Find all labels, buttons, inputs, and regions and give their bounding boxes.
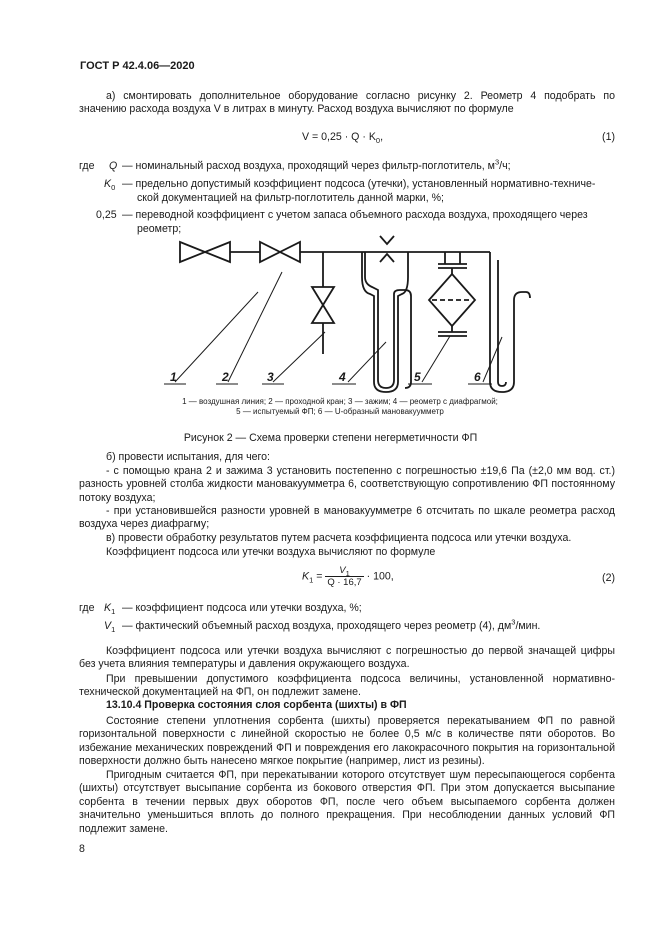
- figure-label-1: 1: [170, 370, 177, 384]
- leader-1: [175, 292, 258, 382]
- symbol-v1: $V_1$: [104, 620, 116, 635]
- rheometer-4-outer: [362, 252, 408, 392]
- leader-3: [273, 332, 325, 382]
- figure-label-5: 5: [414, 370, 421, 384]
- manometer-6-u: [490, 292, 530, 392]
- figure-label-4: 4: [339, 370, 346, 384]
- page-number: 8: [79, 843, 85, 855]
- figure-legend-line2: 5 — испытуемый ФП; 6 — U-образный мановакуумметр: [236, 407, 444, 416]
- rheometer-4-tube: [365, 252, 411, 388]
- definition-v1: — фактический объемный расход воздуха, проходящего через реометр (4), $дм^3$/мин.: [122, 617, 541, 632]
- paragraph-c: в) провести обработку результатов путем расчета коэффициента подсоса или утечки воздуха.: [106, 532, 572, 544]
- manometer-6-inner: [498, 260, 506, 386]
- where-label: где: [79, 160, 95, 172]
- leader-6: [483, 337, 502, 382]
- figure-2-diagram: [150, 232, 540, 397]
- figure-label-3: 3: [267, 370, 274, 384]
- document-header: ГОСТ Р 42.4.06—2020: [80, 60, 195, 72]
- formula-1: $V = 0,25 \cdot Q \cdot K_0$,: [302, 131, 384, 146]
- formula-2-fraction: $\frac{V_1}{Q \cdot 16,7}$: [327, 565, 362, 588]
- symbol-k1: $K_1$: [104, 602, 116, 617]
- paragraph-e: При превышении допустимого коэффициента подсоса величины, установленной нормативно-технической документацией на ФП, он подлежит замене.: [79, 673, 615, 699]
- section-heading: 13.10.4 Проверка состояния слоя сорбента (шихты) в ФП: [106, 699, 407, 711]
- formula-2-number: (2): [602, 572, 615, 584]
- rheometer-arrow-top: [380, 236, 394, 244]
- crane-2-b: [280, 242, 300, 262]
- definition-k1: — коэффициент подсоса или утечки воздуха, %;: [122, 602, 362, 614]
- definition-025-line1: — переводной коэффициент с учетом запаса объемного расхода воздуха, проходящего через: [122, 209, 588, 221]
- crane-2-a: [260, 242, 280, 262]
- leader-4: [348, 342, 386, 382]
- rheometer-arrow-bottom: [380, 254, 394, 262]
- paragraph-d: Коэффициент подсоса или утечки воздуха вычисляют с погрешностью до первой значащей цифры без учета влияния температуры и давления окружающего воздуха.: [79, 645, 615, 671]
- leader-5: [422, 336, 450, 382]
- figure-label-6: 6: [474, 370, 481, 384]
- leader-2: [228, 272, 282, 382]
- figure-caption: Рисунок 2 — Схема проверки степени негерметичности ФП: [183, 432, 478, 444]
- valve-left-a: [180, 242, 205, 262]
- formula-1-number: (1): [602, 131, 615, 143]
- symbol-025: 0,25: [96, 209, 117, 221]
- definition-k0-line2: ской документацией на фильтр-поглотитель данной марки, %;: [137, 192, 444, 204]
- where-label-2: где: [79, 602, 95, 614]
- paragraph-b2: - при установившейся разности уровней в мановакуумметре 6 отсчитать по шкале реометра расход воздуха через диафрагму;: [79, 505, 615, 531]
- clamp-3-b: [312, 305, 334, 323]
- definition-025-line2: реометр;: [137, 223, 182, 235]
- paragraph-g: Пригодным считается ФП, при перекатывании которого отсутствует шум пересыпающегося сорбента (шихты) отсутствует высыпание сорбента из бокового отверстия ФП. При этом допускается высыпание сорбента в течении первых двух оборотов ФП, после чего объем высыпаемого сорбента должен значительно уменьшиться вплоть до полного прекращения. При несоблюдении данных условий ФП подлежит замене.: [79, 769, 615, 835]
- paragraph-b: б) провести испытания, для чего:: [106, 451, 270, 463]
- valve-left-b: [205, 242, 230, 262]
- figure-legend-line1: 1 — воздушная линия; 2 — проходной кран; 3 — зажим; 4 — реометр с диафрагмой;: [182, 397, 498, 406]
- paragraph-a: а) смонтировать дополнительное оборудование согласно рисунку 2. Реометр 4 подобрать по значению расхода воздуха V в литрах в минуту. Расход воздуха вычисляют по формуле: [79, 90, 615, 116]
- figure-label-2: 2: [222, 370, 229, 384]
- symbol-k0: $K_0$: [104, 178, 116, 193]
- paragraph-f: Состояние степени уплотнения сорбента (шихты) проверяется перекатыванием ФП по равной горизонтальной поверхности с линейной скоростью не более 0,5 м/с в количестве пяти оборотов. Во избежание механических повреждений ФП и повреждения его лакокрасочного покрытия на горизонтальной поверхности должно быть нанесено мягкое покрытие (например, лист из резины).: [79, 715, 615, 768]
- formula-2: $K_1$ = $\frac{V_1}{Q \cdot 16,7}$ · 100,: [302, 565, 394, 588]
- paragraph-b1: - с помощью крана 2 и зажима 3 установить постепенно с погрешностью ±19,6 Па (±2,0 мм вод. ст.) разность уровней столба жидкости мановакуумметра 6, соответствующую сопротивлению ФП постоянному потоку воздуха;: [79, 465, 615, 504]
- definition-k0-line1: — предельно допустимый коэффициент подсоса (утечки), установленный нормативно-техниче-: [122, 178, 596, 190]
- clamp-3-a: [312, 287, 334, 305]
- definition-q: — номинальный расход воздуха, проходящий через фильтр-поглотитель, $м^3/ч$;: [122, 157, 511, 172]
- symbol-q: Q: [109, 160, 118, 172]
- paragraph-c2: Коэффициент подсоса или утечки воздуха вычисляют по формуле: [106, 546, 436, 558]
